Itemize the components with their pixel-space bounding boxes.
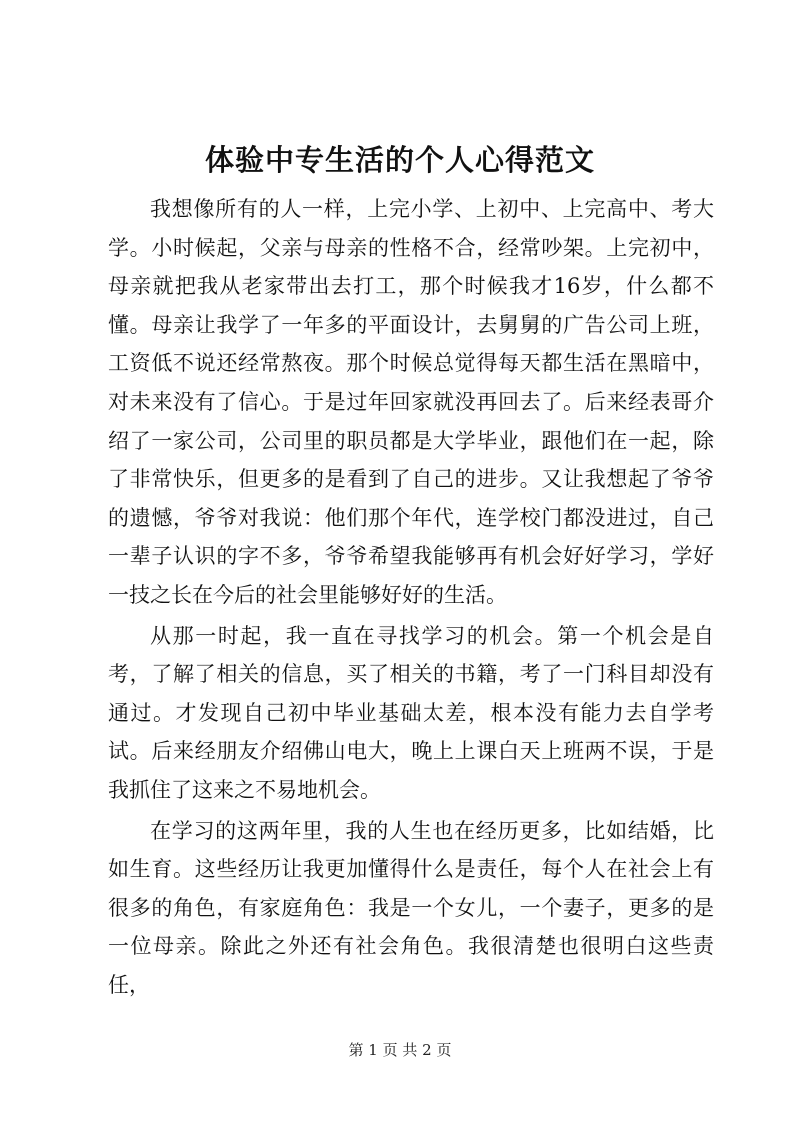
page-number: 第 1 页 共 2 页 [348, 1041, 452, 1059]
document-title: 体验中专生活的个人心得范文 [204, 143, 595, 177]
paragraph: 在学习的这两年里，我的人生也在经历更多，比如结婚，比如生育。这些经历让我更加懂得什么是责任，每个人在社会上有很多的角色，有家庭角色：我是一个女儿，一个妻子，更多的是一位母亲。除此之外还有社会角色。我很清楚也很明白这些责任， [108, 818, 714, 997]
page-footer [0, 1040, 800, 1060]
document-body [108, 190, 714, 1006]
paragraph: 我想像所有的人一样，上完小学、上初中、上完高中、考大学。小时候起，父亲与母亲的性格不合，经常吵架。上完初中，母亲就把我从老家带出去打工，那个时候我才16岁，什么都不懂。母亲让我学了一年多的平面设计，去舅舅的广告公司上班，工资低不说还经常熬夜。那个时候总觉得每天都生活在黑暗中，对未来没有了信心。于是过年回家就没再回去了。后来经表哥介绍了一家公司，公司里的职员都是大学毕业，跟他们在一起，除了非常快乐，但更多的是看到了自己的进步。又让我想起了爷爷的遗憾，爷爷对我说：他们那个年代，连学校门都没进过，自己一辈子认识的字不多，爷爷希望我能够再有机会好好学习，学好一技之长在今后的社会里能够好好的生活。 [108, 197, 714, 607]
paragraph: 从那一时起，我一直在寻找学习的机会。第一个机会是自考，了解了相关的信息，买了相关的书籍，考了一门科目却没有通过。才发现自己初中毕业基础太差，根本没有能力去自学考试。后来经朋友介绍佛山电大，晚上上课白天上班两不误，于是我抓住了这来之不易地机会。 [108, 623, 714, 802]
